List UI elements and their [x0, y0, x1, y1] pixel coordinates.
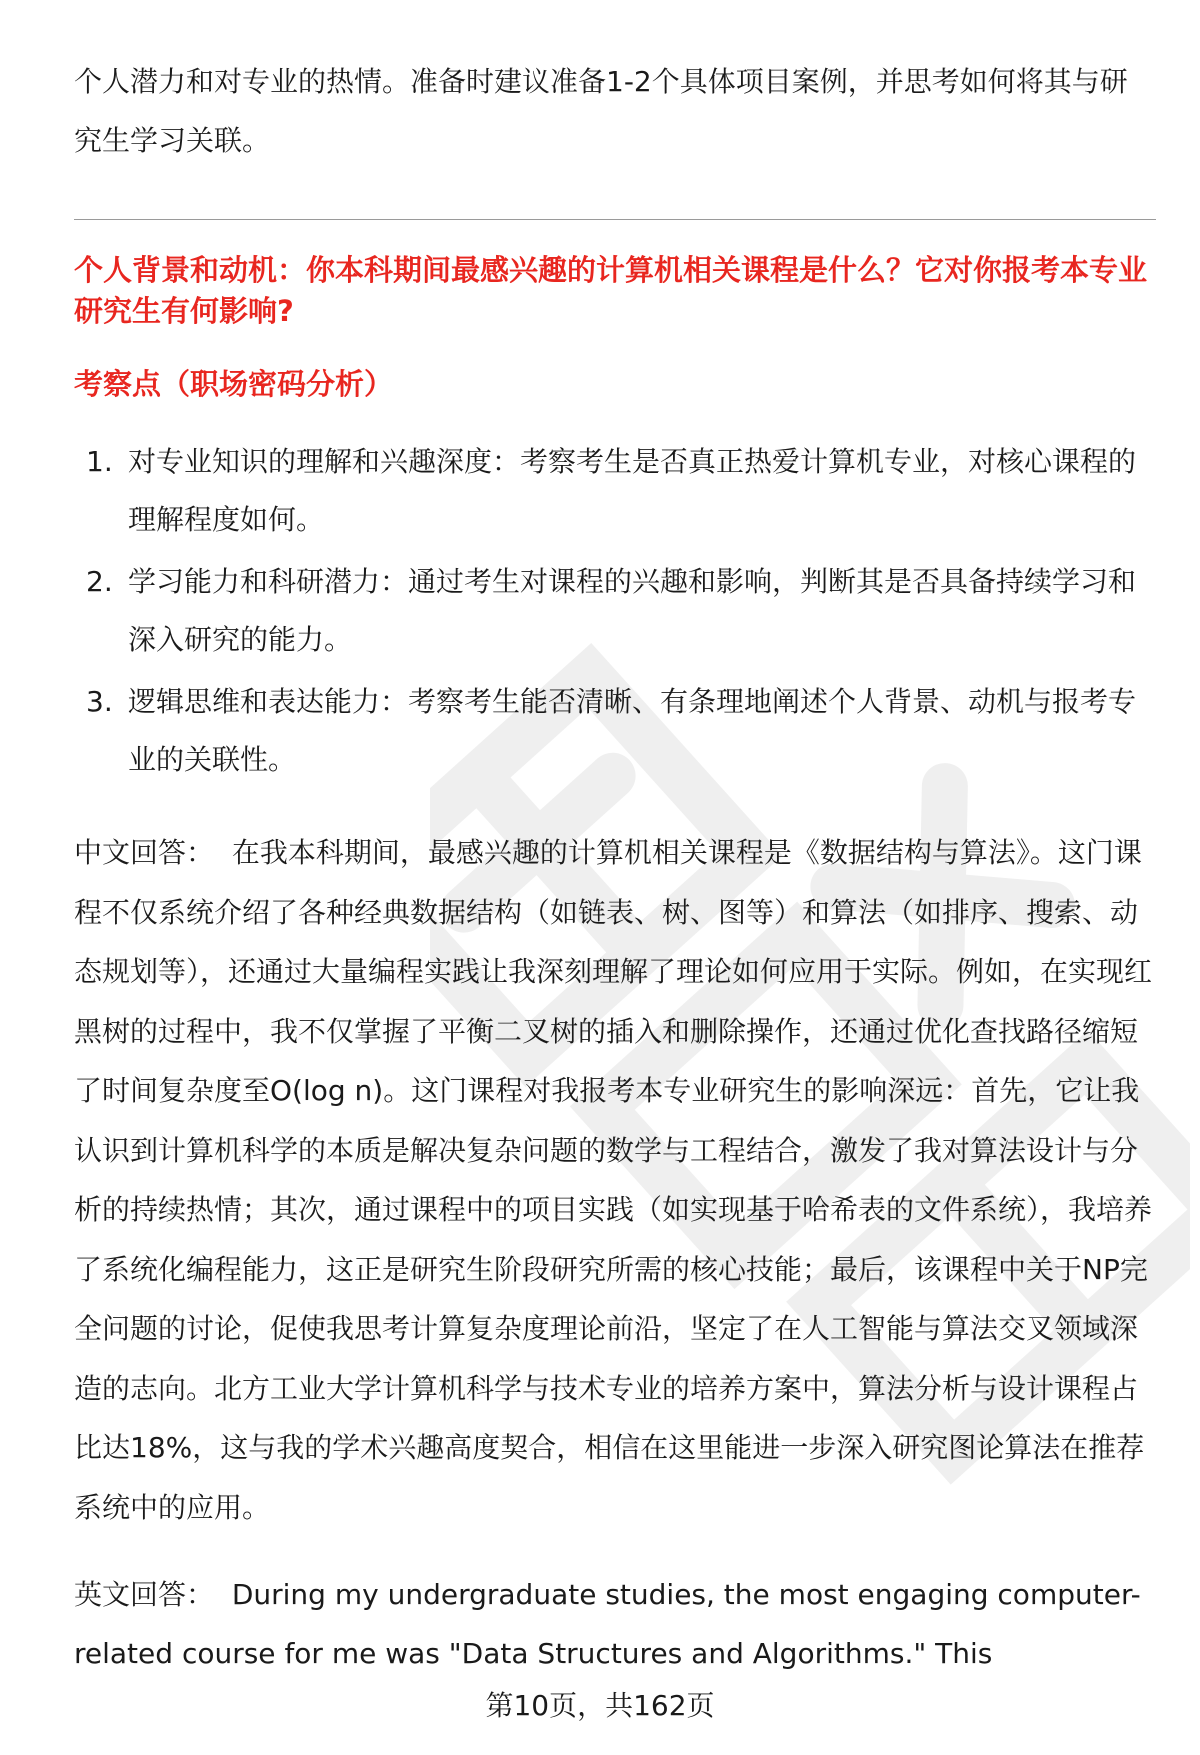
intro-paragraph: 个人潜力和对专业的热情。准备时建议准备1-2个具体项目案例，并思考如何将其与研究生学习关联。	[74, 65, 1128, 157]
chinese-answer-label: 中文回答：	[74, 836, 215, 869]
section-divider	[74, 219, 1156, 220]
list-item-number: 3.	[86, 685, 113, 718]
list-item	[74, 433, 1156, 549]
list-item-text: 学习能力和科研潜力：通过考生对课程的兴趣和影响，判断其是否具备持续学习和深入研究的能力。	[128, 565, 1137, 656]
list-item-number: 1.	[86, 445, 113, 478]
assessment-points-list	[74, 433, 1156, 793]
intro-block	[74, 52, 1154, 170]
list-item-text: 逻辑思维和表达能力：考察考生能否清晰、有条理地阐述个人背景、动机与报考专业的关联性。	[128, 685, 1137, 776]
chinese-answer-text: 在我本科期间，最感兴趣的计算机相关课程是《数据结构与算法》。这门课程不仅系统介绍了各种经典数据结构（如链表、树、图等）和算法（如排序、搜索、动态规划等），还通过大量编程实践让我深刻理解了理论如何应用于实际。例如，在实现红黑树的过程中，我不仅掌握了平衡二叉树的插入和删除操作，还通过优化查找路径缩短了时间复杂度至O(log n)。这门课程对我报考本专业研究生的影响深远：首先，它让我认识到计算机科学的本质是解决复杂问题的数学与工程结合，激发了我对算法设计与分析的持续热情；其次，通过课程中的项目实践（如实现基于哈希表的文件系统），我培养了系统化编程能力，这正是研究生阶段研究所需的核心技能；最后，该课程中关于NP完全问题的讨论，促使我思考计算复杂度理论前沿，坚定了在人工智能与算法交叉领域深造的志向。北方工业大学计算机科学与技术专业的培养方案中，算法分析与设计课程占比达18%，这与我的学术兴趣高度契合，相信在这里能进一步深入研究图论算法在推荐系统中的应用。	[74, 836, 1153, 1524]
list-item-text: 对专业知识的理解和兴趣深度：考察考生是否真正热爱计算机专业，对核心课程的理解程度如何。	[128, 445, 1137, 536]
list-item	[74, 673, 1156, 789]
english-answer-paragraph	[74, 1565, 1154, 1683]
assessment-heading: 考察点（职场密码分析）	[74, 367, 394, 401]
list-item-number: 2.	[86, 565, 113, 598]
english-answer-text: During my undergraduate studies, the most engaging computer-related course for me was "Data Structures and Algorithms." This	[74, 1578, 1141, 1670]
page-number-footer: 第10页，共162页	[485, 1689, 715, 1722]
english-answer-label: 英文回答：	[74, 1578, 215, 1611]
chinese-answer-paragraph	[74, 823, 1154, 1537]
question-heading: 个人背景和动机：你本科期间最感兴趣的计算机相关课程是什么？它对你报考本专业研究生有何影响?	[74, 253, 1148, 328]
list-item	[74, 553, 1156, 669]
